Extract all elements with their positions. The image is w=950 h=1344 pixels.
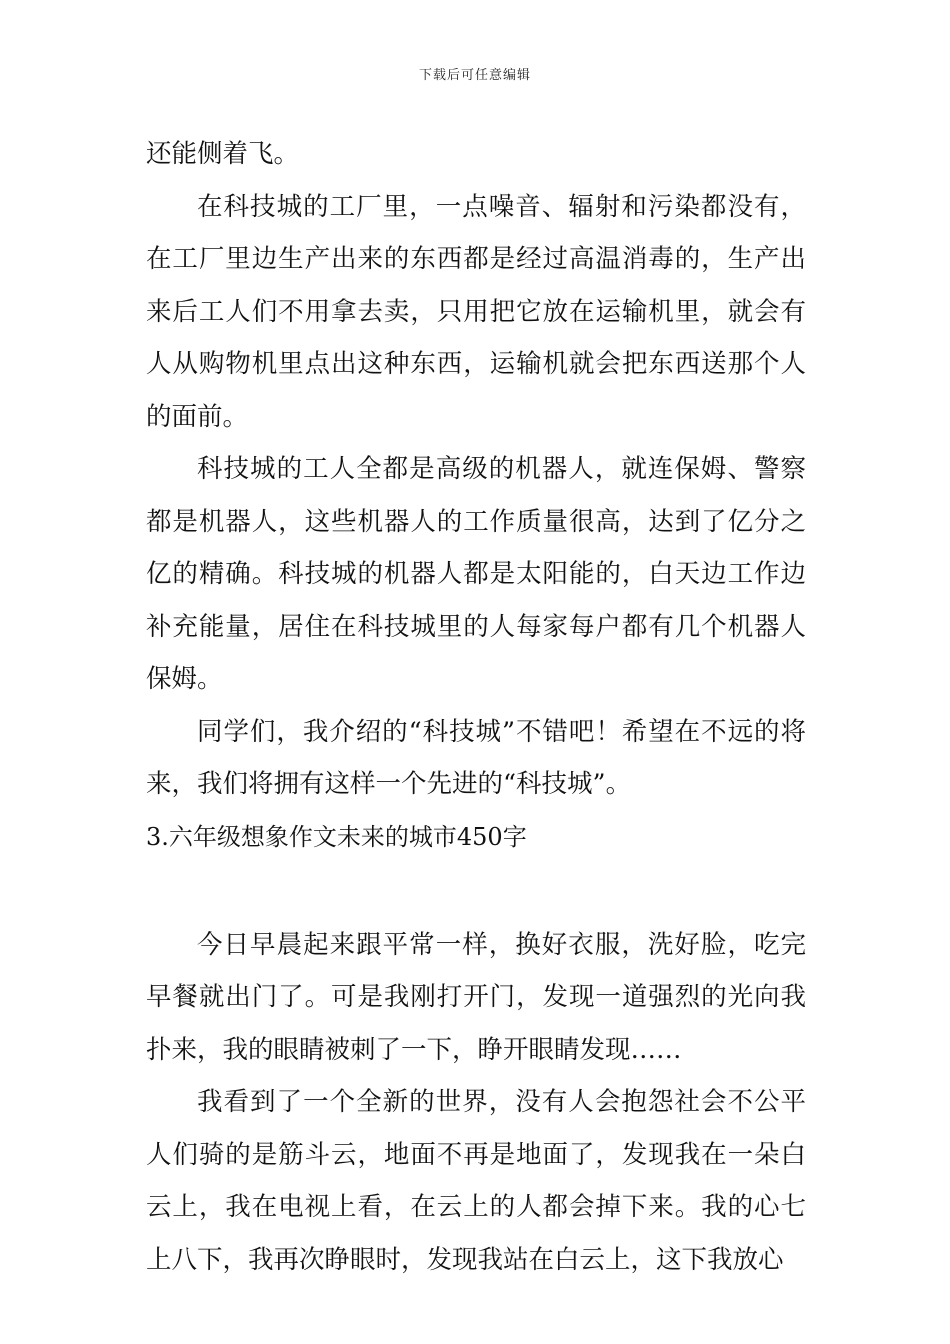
section-spacer xyxy=(146,863,806,919)
paragraph-6: 我看到了一个全新的世界，没有人会抱怨社会不公平人们骑的是筋斗云，地面不再是地面了，发现我在一朵白云上，我在电视上看，在云上的人都会掉下来。我的心七上八下，我再次睁眼时，发现我站在白云上，这下我放心 xyxy=(146,1087,806,1275)
paragraph-1: 还能侧着飞。 xyxy=(146,139,300,169)
paragraph-2: 在科技城的工厂里，一点噪音、辐射和污染都没有，在工厂里边生产出来的东西都是经过高温消毒的，生产出来后工人们不用拿去卖，只用把它放在运输机里，就会有人从购物机里点出这种东西，运输机就会把东西送那个人的面前。 xyxy=(146,191,806,432)
paragraph-4: 同学们，我介绍的“科技城”不错吧！希望在不远的将来，我们将拥有这样一个先进的“科技城”。 xyxy=(146,716,806,799)
document-body xyxy=(146,128,806,1286)
section-heading: 3.六年级想象作文未来的城市450字 xyxy=(146,822,527,851)
page-header: 下载后可任意编辑 xyxy=(418,68,531,83)
paragraph-3: 科技城的工人全都是高级的机器人，就连保姆、警察都是机器人，这些机器人的工作质量很高，达到了亿分之亿的精确。科技城的机器人都是太阳能的，白天边工作边补充能量，居住在科技城里的人每家每户都有几个机器人保姆。 xyxy=(146,454,806,694)
paragraph-5: 今日早晨起来跟平常一样，换好衣服，洗好脸，吃完早餐就出门了。可是我刚打开门，发现一道强烈的光向我扑来，我的眼睛被刺了一下，睁开眼睛发现…… xyxy=(146,929,806,1065)
